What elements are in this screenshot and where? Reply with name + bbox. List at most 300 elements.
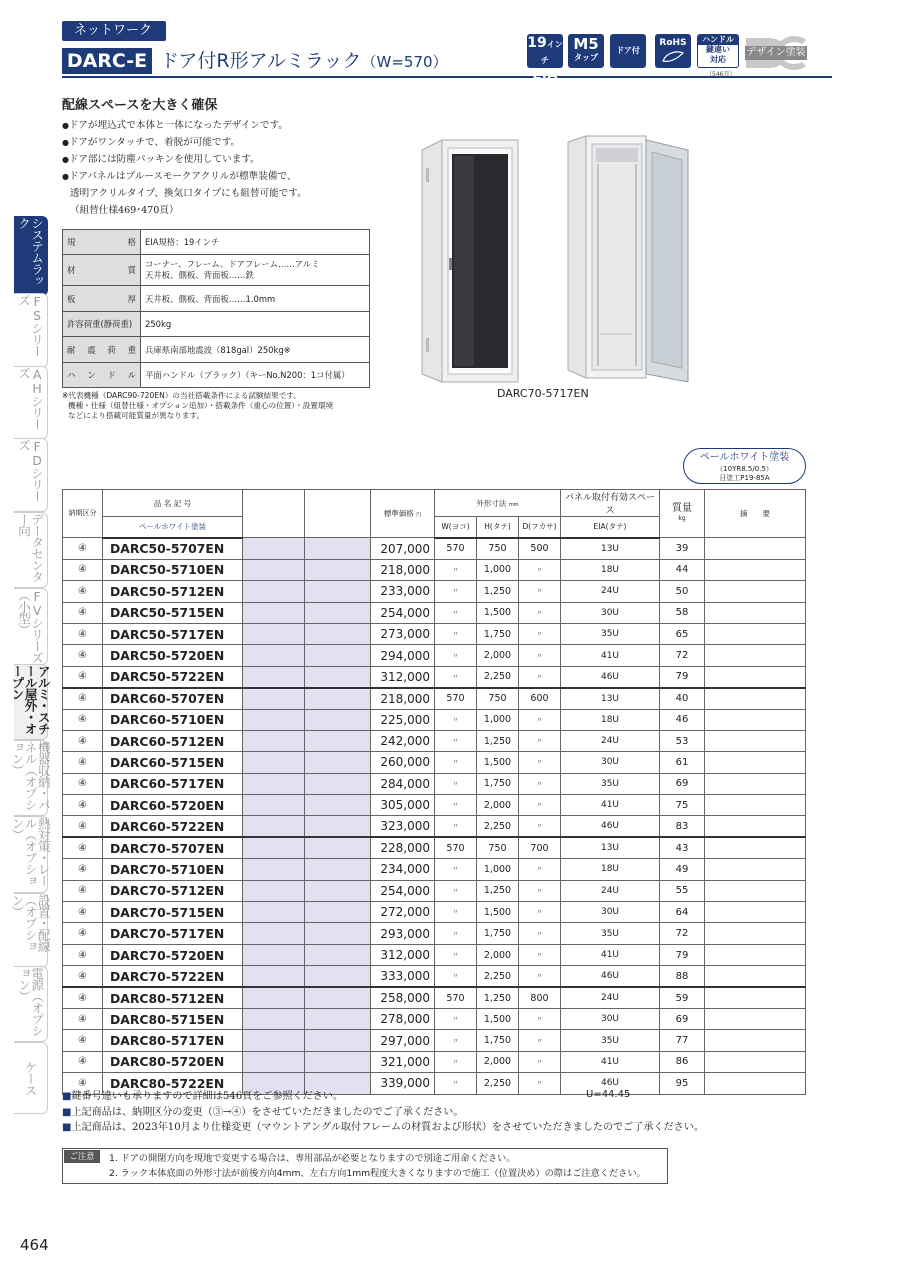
cell-eia: 30U	[561, 1008, 660, 1029]
cell-price: 333,000	[371, 966, 435, 987]
cell-eia: 13U	[561, 837, 660, 858]
cell-h: 2,000	[477, 1051, 519, 1072]
cell-w: 〃	[435, 795, 477, 816]
cell-name: DARC60-5720EN	[103, 795, 243, 816]
footnote-text: 上記商品は、納期区分の変更（③→④）をさせていただきましたのでご了承ください。	[71, 1106, 464, 1118]
caution-line: 1. ドアの開閉方向を現地で変更する場合は、専用部品が必要となりますので別途ご用命ください。	[109, 1153, 516, 1164]
cell-price: 294,000	[371, 645, 435, 666]
cell-blank	[305, 1051, 371, 1072]
cell-remark	[705, 773, 806, 794]
cell-blank	[305, 859, 371, 880]
paint-tag	[683, 448, 806, 484]
cell-d: 800	[519, 987, 561, 1008]
cell-w: 〃	[435, 666, 477, 687]
feature-item: ● ドアが埋込式で本体と一体になったデザインです。	[62, 117, 362, 134]
eia-badge-unit: インチ	[541, 40, 563, 65]
page-title	[160, 47, 448, 76]
cell-blank	[243, 987, 305, 1008]
table-row	[63, 837, 806, 858]
cell-kg: 88	[660, 966, 705, 987]
side-tab-fd-series[interactable]: FDシリーズ	[14, 438, 48, 512]
spec-row	[63, 286, 370, 312]
side-tab-aluminum-steel[interactable]: アルミ・スチール屋外・オープン	[14, 664, 48, 740]
spec-row	[63, 337, 370, 363]
cell-price: 273,000	[371, 623, 435, 644]
cell-price: 272,000	[371, 902, 435, 923]
cell-remark	[705, 837, 806, 858]
cell-blank	[305, 966, 371, 987]
col-header-price-label: 標準価格	[383, 509, 414, 519]
cell-eia: 30U	[561, 602, 660, 623]
cell-div: ④	[63, 1073, 103, 1094]
col-header-remark: 摘 要	[705, 490, 806, 538]
cell-h: 1,500	[477, 602, 519, 623]
cell-d: 500	[519, 538, 561, 559]
handle-badge-head: ハンドル	[698, 35, 738, 45]
handle-badge-note: （546頁）	[706, 71, 736, 78]
cell-div: ④	[63, 773, 103, 794]
cell-kg: 46	[660, 709, 705, 730]
cell-kg: 65	[660, 623, 705, 644]
cell-d: 〃	[519, 581, 561, 602]
cell-d: 〃	[519, 730, 561, 751]
spec-label: 材 質	[63, 255, 141, 286]
cell-blank	[243, 709, 305, 730]
cell-blank	[305, 581, 371, 602]
cell-blank	[305, 645, 371, 666]
table-row	[63, 1008, 806, 1029]
cell-d: 〃	[519, 902, 561, 923]
cell-h: 2,000	[477, 795, 519, 816]
cell-w: 〃	[435, 773, 477, 794]
cell-h: 1,750	[477, 623, 519, 644]
cell-price: 278,000	[371, 1008, 435, 1029]
cell-blank	[305, 987, 371, 1008]
spec-label: 板 厚	[63, 286, 141, 312]
cell-blank	[243, 623, 305, 644]
spec-value: EIA規格：19インチ	[141, 230, 370, 255]
cell-name: DARC80-5712EN	[103, 987, 243, 1008]
cell-d: 700	[519, 837, 561, 858]
rohs-badge	[655, 34, 691, 68]
cell-remark	[705, 1008, 806, 1029]
cell-blank	[243, 1051, 305, 1072]
table-row	[63, 987, 806, 1008]
col-header-d: D(フカサ)	[519, 517, 561, 538]
cell-div: ④	[63, 880, 103, 901]
feature-list	[62, 117, 362, 185]
cell-kg: 64	[660, 902, 705, 923]
cell-name: DARC60-5707EN	[103, 688, 243, 709]
cell-h: 1,750	[477, 773, 519, 794]
cell-kg: 95	[660, 1073, 705, 1094]
cell-name: DARC70-5720EN	[103, 944, 243, 965]
eia-badge	[527, 34, 563, 83]
col-header-price	[371, 490, 435, 538]
table-row	[63, 795, 806, 816]
cell-eia: 41U	[561, 645, 660, 666]
cell-kg: 69	[660, 773, 705, 794]
side-tab-equipment-panel[interactable]: 機器収納・パネル（オプション）	[14, 740, 48, 816]
feature-item: ● ドア部には防塵パッキンを使用しています。	[62, 151, 362, 168]
col-header-paint: ペールホワイト塗装	[103, 517, 243, 538]
cell-h: 1,500	[477, 1008, 519, 1029]
caution-line: 2. ラック本体底面の外形寸法が前後方向4mm、左右方向1mm程度大きくなりますので施工（位置決め）の際はご注意ください。	[109, 1168, 646, 1179]
cell-h: 750	[477, 538, 519, 559]
cell-blank	[243, 902, 305, 923]
handle-badge-line2: 対応	[710, 55, 726, 64]
photo-caption: DARC70-5717EN	[497, 387, 589, 400]
cell-blank	[305, 752, 371, 773]
cell-blank	[243, 837, 305, 858]
cell-name: DARC80-5717EN	[103, 1030, 243, 1051]
spec-value: 平面ハンドル（ブラック）（キーNo.N200：1コ付属）	[141, 363, 370, 388]
side-tab-fv-series[interactable]: FVシリーズ（小型）	[14, 588, 48, 665]
cell-d: 〃	[519, 602, 561, 623]
spec-value-line: コーナー、フレーム、ドアフレーム……アルミ	[145, 259, 320, 269]
cell-price: 323,000	[371, 816, 435, 837]
cell-eia: 13U	[561, 688, 660, 709]
cell-div: ④	[63, 859, 103, 880]
spec-note	[62, 391, 333, 421]
cell-eia: 46U	[561, 666, 660, 687]
spec-note-line: 機種・仕様（組替仕様・オプション追加）・搭載条件（重心の位置）・設置環境	[68, 401, 334, 410]
caution-box	[62, 1148, 668, 1184]
handle-badge-line1: 鍵違い	[706, 45, 730, 54]
cell-div: ④	[63, 923, 103, 944]
cell-remark	[705, 1073, 806, 1094]
cell-h: 1,750	[477, 923, 519, 944]
cell-h: 1,750	[477, 1030, 519, 1051]
cell-div: ④	[63, 730, 103, 751]
spec-row	[63, 230, 370, 255]
cell-div: ④	[63, 688, 103, 709]
cell-div: ④	[63, 837, 103, 858]
cell-blank	[243, 966, 305, 987]
cell-w: 〃	[435, 645, 477, 666]
cell-d: 600	[519, 688, 561, 709]
cell-kg: 59	[660, 987, 705, 1008]
footnote-text: 上記商品は、2023年10月より仕様変更（マウントアングル取付フレームの材質および形状）をさせていただきましたのでご了承ください。	[71, 1122, 704, 1133]
cell-d: 〃	[519, 623, 561, 644]
table-row	[63, 966, 806, 987]
cell-d: 〃	[519, 773, 561, 794]
cell-eia: 24U	[561, 730, 660, 751]
cell-blank	[305, 688, 371, 709]
cell-blank	[243, 559, 305, 580]
cell-kg: 58	[660, 602, 705, 623]
paint-tag-code: （10YR8.5/0.5）	[716, 465, 773, 473]
cell-kg: 79	[660, 944, 705, 965]
cell-remark	[705, 923, 806, 944]
handle-badge	[697, 34, 739, 68]
cell-blank	[305, 1008, 371, 1029]
cell-kg: 40	[660, 688, 705, 709]
cell-kg: 61	[660, 752, 705, 773]
cell-blank	[305, 666, 371, 687]
cell-blank	[243, 773, 305, 794]
table-row	[63, 752, 806, 773]
cell-eia: 41U	[561, 795, 660, 816]
cell-blank	[305, 795, 371, 816]
cell-name: DARC80-5720EN	[103, 1051, 243, 1072]
col-header-dims-label: 外形寸法	[476, 498, 507, 508]
cell-price: 297,000	[371, 1030, 435, 1051]
cell-price: 233,000	[371, 581, 435, 602]
cell-name: DARC60-5722EN	[103, 816, 243, 837]
side-tab-install-wiring[interactable]: 設置・配線（オプション）	[14, 893, 48, 968]
m5-tap-badge	[568, 34, 604, 68]
paint-tag-ref: 日塗工P19-85A	[719, 474, 770, 482]
feature-cont-ref: （組替仕様469･470頁）	[70, 205, 179, 216]
cell-blank	[305, 1030, 371, 1051]
eia-badge-label: EIA	[532, 67, 558, 83]
cell-h: 1,250	[477, 581, 519, 602]
cell-remark	[705, 795, 806, 816]
side-tab-power[interactable]: 電源（オプション）	[14, 966, 48, 1042]
cell-d: 〃	[519, 880, 561, 901]
m5-badge-label: M5	[573, 35, 599, 53]
col-header-blank	[243, 490, 305, 538]
table-row	[63, 645, 806, 666]
cell-kg: 75	[660, 795, 705, 816]
side-tab-case[interactable]: ケース	[14, 1042, 48, 1114]
col-header-eia: EIA(タテ)	[561, 517, 660, 538]
cell-remark	[705, 602, 806, 623]
title-sub: （W=570）	[361, 53, 448, 71]
table-row	[63, 602, 806, 623]
cell-eia: 24U	[561, 880, 660, 901]
cell-w: 〃	[435, 1030, 477, 1051]
cell-h: 2,250	[477, 666, 519, 687]
cell-w: 570	[435, 688, 477, 709]
rack-photo-open	[566, 134, 690, 382]
page-number: 464	[20, 1236, 49, 1254]
cell-price: 207,000	[371, 538, 435, 559]
cell-eia: 18U	[561, 559, 660, 580]
unit-note: U=44.45	[586, 1089, 631, 1100]
spec-value	[141, 255, 370, 286]
cell-kg: 86	[660, 1051, 705, 1072]
cell-div: ④	[63, 645, 103, 666]
spec-table	[62, 229, 370, 388]
cell-price: 234,000	[371, 859, 435, 880]
col-header-panel: パネル取付有効スペース	[561, 490, 660, 517]
cell-eia: 13U	[561, 538, 660, 559]
cell-div: ④	[63, 816, 103, 837]
cell-w: 〃	[435, 1051, 477, 1072]
cell-remark	[705, 730, 806, 751]
design-paint-label: デザイン塗装	[746, 47, 806, 58]
cell-h: 1,000	[477, 859, 519, 880]
cell-h: 750	[477, 837, 519, 858]
cell-price: 321,000	[371, 1051, 435, 1072]
table-row	[63, 880, 806, 901]
cell-blank	[243, 581, 305, 602]
cell-h: 1,500	[477, 902, 519, 923]
cell-div: ④	[63, 1030, 103, 1051]
cell-price: 218,000	[371, 688, 435, 709]
table-row	[63, 902, 806, 923]
cell-h: 2,000	[477, 645, 519, 666]
cell-price: 254,000	[371, 602, 435, 623]
cell-blank	[243, 816, 305, 837]
cell-blank	[305, 602, 371, 623]
cell-price: 339,000	[371, 1073, 435, 1094]
cell-name: DARC60-5717EN	[103, 773, 243, 794]
cell-remark	[705, 1030, 806, 1051]
side-tab-system-rack[interactable]: システムラック	[14, 216, 48, 296]
cell-blank	[243, 880, 305, 901]
cell-kg: 72	[660, 923, 705, 944]
cell-blank	[305, 816, 371, 837]
col-header-dims	[435, 490, 561, 517]
cell-remark	[705, 645, 806, 666]
cell-d: 〃	[519, 923, 561, 944]
cell-blank	[243, 944, 305, 965]
cell-h: 2,250	[477, 1073, 519, 1094]
table-row	[63, 581, 806, 602]
col-header-price-unit: 円	[416, 512, 422, 519]
table-row	[63, 859, 806, 880]
cell-blank	[243, 752, 305, 773]
side-tab-fs-series[interactable]: FSシリーズ	[14, 293, 48, 368]
cell-eia: 18U	[561, 709, 660, 730]
cell-div: ④	[63, 987, 103, 1008]
cell-name: DARC60-5710EN	[103, 709, 243, 730]
cell-w: 570	[435, 538, 477, 559]
cell-blank	[243, 1008, 305, 1029]
cell-name: DARC50-5712EN	[103, 581, 243, 602]
cell-name: DARC60-5712EN	[103, 730, 243, 751]
table-row	[63, 688, 806, 709]
table-row	[63, 773, 806, 794]
cell-blank	[243, 666, 305, 687]
cell-remark	[705, 966, 806, 987]
cell-d: 〃	[519, 752, 561, 773]
cell-remark	[705, 559, 806, 580]
cell-kg: 72	[660, 645, 705, 666]
cell-div: ④	[63, 538, 103, 559]
cell-d: 〃	[519, 859, 561, 880]
cell-name: DARC70-5722EN	[103, 966, 243, 987]
cell-blank	[243, 859, 305, 880]
side-tab-datacenter[interactable]: データセンター向	[14, 512, 48, 588]
cell-div: ④	[63, 666, 103, 687]
cell-name: DARC50-5717EN	[103, 623, 243, 644]
side-tab-ah-series[interactable]: AHシリーズ	[14, 366, 48, 439]
cell-eia: 41U	[561, 1051, 660, 1072]
cell-h: 750	[477, 688, 519, 709]
cell-kg: 44	[660, 559, 705, 580]
table-row	[63, 559, 806, 580]
cell-d: 〃	[519, 944, 561, 965]
cell-blank	[305, 559, 371, 580]
cell-price: 312,000	[371, 944, 435, 965]
cell-price: 254,000	[371, 880, 435, 901]
spec-label: ハンドル	[63, 363, 141, 388]
cell-price: 258,000	[371, 987, 435, 1008]
cell-blank	[305, 902, 371, 923]
cell-name: DARC60-5715EN	[103, 752, 243, 773]
cell-price: 242,000	[371, 730, 435, 751]
cell-w: 〃	[435, 880, 477, 901]
price-table	[62, 489, 806, 1095]
cell-w: 〃	[435, 559, 477, 580]
cell-blank	[305, 709, 371, 730]
cell-h: 2,250	[477, 816, 519, 837]
spec-note-line: などにより搭載可能質量が異なります。	[68, 411, 205, 420]
spec-value: 天井板、側板、背面板……1.0mm	[141, 286, 370, 312]
cell-kg: 55	[660, 880, 705, 901]
col-header-name: 品 名 記 号	[103, 490, 243, 517]
cell-name: DARC50-5707EN	[103, 538, 243, 559]
section-heading: 配線スペースを大きく確保	[62, 98, 218, 113]
cell-eia: 18U	[561, 859, 660, 880]
cell-blank	[305, 880, 371, 901]
spec-row	[63, 312, 370, 337]
cell-h: 1,250	[477, 987, 519, 1008]
cell-name: DARC70-5707EN	[103, 837, 243, 858]
model-code: DARC-E	[62, 48, 152, 74]
cell-d: 〃	[519, 795, 561, 816]
cell-d: 〃	[519, 1073, 561, 1094]
cell-name: DARC80-5722EN	[103, 1073, 243, 1094]
cell-blank	[243, 923, 305, 944]
title-main: ドア付R形アルミラック	[160, 50, 362, 72]
cell-remark	[705, 987, 806, 1008]
cell-eia: 24U	[561, 581, 660, 602]
cell-h: 2,000	[477, 944, 519, 965]
col-header-div: 納期区分	[63, 490, 103, 538]
footnote: ■上記商品は、2023年10月より仕様変更（マウントアングル取付フレームの材質および形状）をさせていただきましたのでご了承ください。	[62, 1122, 704, 1133]
cell-h: 2,250	[477, 966, 519, 987]
feature-item: ● ドアパネルはブルースモークアクリルが標準装備で、	[62, 168, 362, 185]
cell-remark	[705, 666, 806, 687]
cell-name: DARC70-5717EN	[103, 923, 243, 944]
col-header-h: H(タテ)	[477, 517, 519, 538]
cell-price: 225,000	[371, 709, 435, 730]
footnote-text: 鍵番号違いも承りますので詳細は546頁をご参照ください。	[71, 1091, 344, 1102]
cell-d: 〃	[519, 709, 561, 730]
col-header-w: W(ヨコ)	[435, 517, 477, 538]
cell-blank	[243, 645, 305, 666]
cell-price: 293,000	[371, 923, 435, 944]
side-tab-thermal-rail[interactable]: 熱対策・レール（オプション）	[14, 816, 48, 893]
cell-div: ④	[63, 752, 103, 773]
cell-w: 〃	[435, 709, 477, 730]
cell-w: 〃	[435, 752, 477, 773]
cell-blank	[243, 795, 305, 816]
table-row	[63, 1051, 806, 1072]
cell-remark	[705, 752, 806, 773]
cell-eia: 35U	[561, 623, 660, 644]
table-row	[63, 816, 806, 837]
cell-name: DARC70-5710EN	[103, 859, 243, 880]
cell-blank	[243, 602, 305, 623]
cell-remark	[705, 880, 806, 901]
cell-w: 〃	[435, 816, 477, 837]
spec-value: 250kg	[141, 312, 370, 337]
feature-continuation	[70, 185, 307, 219]
cell-price: 312,000	[371, 666, 435, 687]
table-row	[63, 538, 806, 559]
cell-div: ④	[63, 602, 103, 623]
footnote: ■鍵番号違いも承りますので詳細は546頁をご参照ください。	[62, 1091, 344, 1102]
col-header-kg-unit: kg	[678, 514, 686, 522]
cell-price: 218,000	[371, 559, 435, 580]
rack-photo-closed	[418, 138, 522, 386]
